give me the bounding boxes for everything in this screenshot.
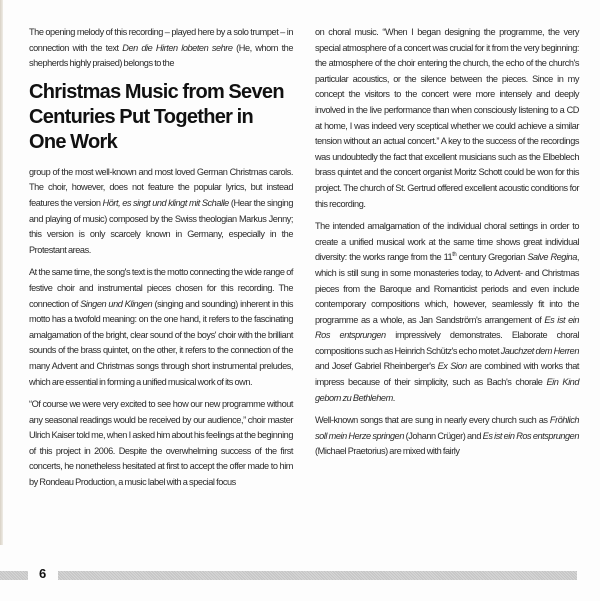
para-text: (Michael Praetorius) are mixed with fairly	[315, 446, 460, 457]
work-title-italic: Es ist ein Ros entsprungen	[482, 430, 579, 441]
intro-paragraph	[29, 25, 293, 72]
body-paragraph-2	[29, 265, 293, 390]
work-title-italic: Jauchzet dem Herren	[500, 345, 579, 356]
intro-title-italic: Den die Hirten lobeten sehre	[122, 42, 233, 53]
left-column	[29, 25, 293, 498]
para-text: are combined with works that impress because of their simplicity, such as Bach's chorale	[315, 361, 579, 388]
superscript: th	[452, 252, 457, 259]
para-text: , which is still sung in some monasteries today, to Advent- and Christmas pieces from the Baroque and Romanticist periods and even include contemporary compositions which, however, seamlessly fit into the programme as a whole, as Jan Sandström's arrangement of	[315, 252, 579, 325]
intro-text-end: (He, whom the shepherds highly praised) belongs to the	[29, 42, 294, 69]
intro-text: The opening melody of this recording – played here by a solo trumpet – in connection with the text	[29, 27, 293, 53]
para-text: (Johann Crüger) and	[403, 430, 483, 441]
para-text: impressively demonstrates. Elaborate choral compositions such as Heinrich Schütz's echo motet	[315, 330, 579, 356]
work-title-italic: Salve Regina	[527, 252, 577, 263]
work-title-italic: Ex Sion	[437, 361, 467, 372]
work-title-italic: Ein Kind geborn zu Bethlehem	[315, 377, 579, 403]
para-text: and Josef Gabriel Rheinberger's	[315, 361, 438, 372]
body-paragraph-3: “Of course we were very excited to see how our new programme without any seasonal readings would be received by our audience,” choir master Ulrich Kaiser told me, when I asked him about his feelings at the beginning of this project in 2006. Despite the overwhelming success of the first concerts, he nonetheless hesitated at first to accept the offer made to him by Rondeau Production, a music label with a special focus	[29, 399, 293, 488]
para-text: Well-known songs that are sung in nearly every church such as	[315, 415, 550, 426]
para-text: century Gregorian	[456, 252, 528, 263]
right-column	[315, 25, 579, 467]
para-text: The intended amalgamation of the individual choral settings in order to create a unified musical work at the same time shows great individual diversity: the works range from the 11	[315, 221, 579, 263]
para-text: group of the most well-known and most loved German Christmas carols. The choir, however, does not feature the popular lyrics, but instead features the version	[29, 166, 293, 208]
body-paragraph-6	[315, 413, 579, 460]
para-text-end: (singing and sounding) inherent in this motto has a twofold meaning: on the one hand, it refers to the fascinating amalgamation of the bright, clear sound of the boys' choir with the brilliant sounds of the brass quintet, on the other, it refers to the connection of the many Advent and Christmas songs through short instrumental preludes, which are essential in forming a unified musical work of its own.	[29, 298, 294, 387]
para-text: .	[392, 392, 395, 403]
song-title-italic: Hört, es singt und klingt mit Schalle	[102, 197, 229, 208]
footer-rule-left	[0, 571, 28, 580]
motto-italic: Singen und Klingen	[80, 298, 153, 309]
page-number: 6	[39, 566, 47, 581]
page-edge	[0, 0, 3, 545]
body-paragraph-1	[29, 165, 293, 259]
para-text: At the same time, the song's text is the motto connecting the wide range of festive choir and instrumental pieces chosen for this recording. The connection of	[29, 267, 293, 309]
para-text-end: (Hear the singing and playing of music) composed by the Swiss theologian Markus Jenny; this version is only scarcely known in Germany, especially in the Protestant areas.	[29, 197, 293, 255]
section-heading: Christmas Music from Seven Centuries Put Together in One Work	[29, 80, 284, 153]
footer-rule-right	[58, 571, 577, 580]
body-paragraph-4: on choral music. “When I began designing the programme, the very special atmosphere of a concert was crucial for it from the very beginning: the atmosphere of the choir entering the church, the echo of the church's particular acoustics, or the silence between the pieces. Since in my concept the visitors to the concert were more intensely and deeply involved in the live performance than when consciously listening to a CD at home, I was indeed very sceptical whether we could achieve a similar tension without an actual concert.” A key to the success of the recordings was undoubtedly the fact that excellent musicians such as the Elbeblech brass quintet and the concert organist Moritz Schott could be won for this project. The church of St. Gertrud offered excellent acoustic conditions for this recording.	[315, 27, 579, 209]
work-title-italic: Fröhlich soll mein Herze springen	[315, 415, 579, 441]
work-title-italic: Es ist ein Ros entsprungen	[315, 314, 579, 341]
body-paragraph-5	[315, 219, 579, 406]
